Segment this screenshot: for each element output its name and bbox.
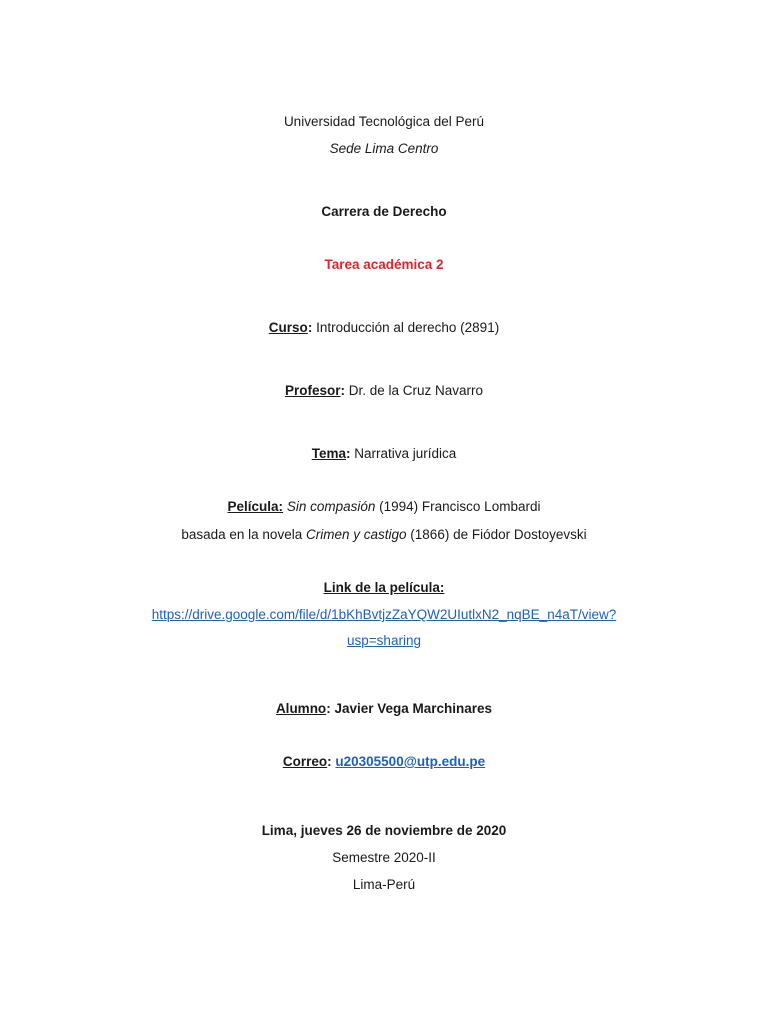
film-line (0, 498, 768, 516)
topic-value: Narrativa jurídica (354, 446, 457, 461)
assignment-title: Tarea académica 2 (324, 257, 444, 272)
novel-prefix: basada en la novela (181, 527, 303, 542)
place-line: Lima-Perú (352, 877, 416, 892)
email-line: Correo: u20305500@utp.edu.pe (282, 754, 486, 769)
career-name: Carrera de Derecho (321, 204, 447, 219)
email-label: Correo (282, 754, 328, 769)
professor-value: Dr. de la Cruz Navarro (348, 383, 484, 398)
course-value: Introducción al derecho (2891) (316, 320, 500, 335)
campus-name: Sede Lima Centro (329, 141, 439, 156)
film-label: Película: (227, 499, 284, 514)
course-line: Curso: Introducción al derecho (2891) (268, 320, 500, 335)
film-details: (1994) Francisco Lombardi (379, 499, 541, 514)
novel-line (0, 526, 768, 544)
university-name: Universidad Tecnológica del Perú (283, 114, 485, 129)
film-link-url-line2[interactable] (0, 632, 768, 650)
film-link[interactable]: https://drive.google.com/file/d/1bKhBvtjzZaYQW2UIutlxN2_nqBE_n4aT/view? (151, 607, 617, 622)
student-line: Alumno: Javier Vega Marchinares (275, 701, 493, 716)
student-value: Javier Vega Marchinares (334, 701, 493, 716)
film-link-label: Link de la película: (323, 580, 445, 595)
topic-label: Tema (311, 446, 346, 461)
topic-line: Tema: Narrativa jurídica (311, 446, 457, 461)
email-link[interactable]: u20305500@utp.edu.pe (335, 754, 486, 769)
semester-line: Semestre 2020-II (332, 850, 436, 865)
date-line: Lima, jueves 26 de noviembre de 2020 (261, 823, 507, 838)
professor-line: Profesor: Dr. de la Cruz Navarro (284, 383, 484, 398)
student-label: Alumno (275, 701, 327, 716)
course-label: Curso (268, 320, 308, 335)
film-title: Sin compasión (286, 499, 376, 514)
novel-title: Crimen y castigo (305, 527, 407, 542)
professor-label: Profesor (284, 383, 341, 398)
novel-suffix: (1866) de Fiódor Dostoyevski (410, 527, 587, 542)
film-link-continued[interactable]: usp=sharing (347, 633, 421, 648)
film-link-url-line1[interactable] (0, 606, 768, 624)
